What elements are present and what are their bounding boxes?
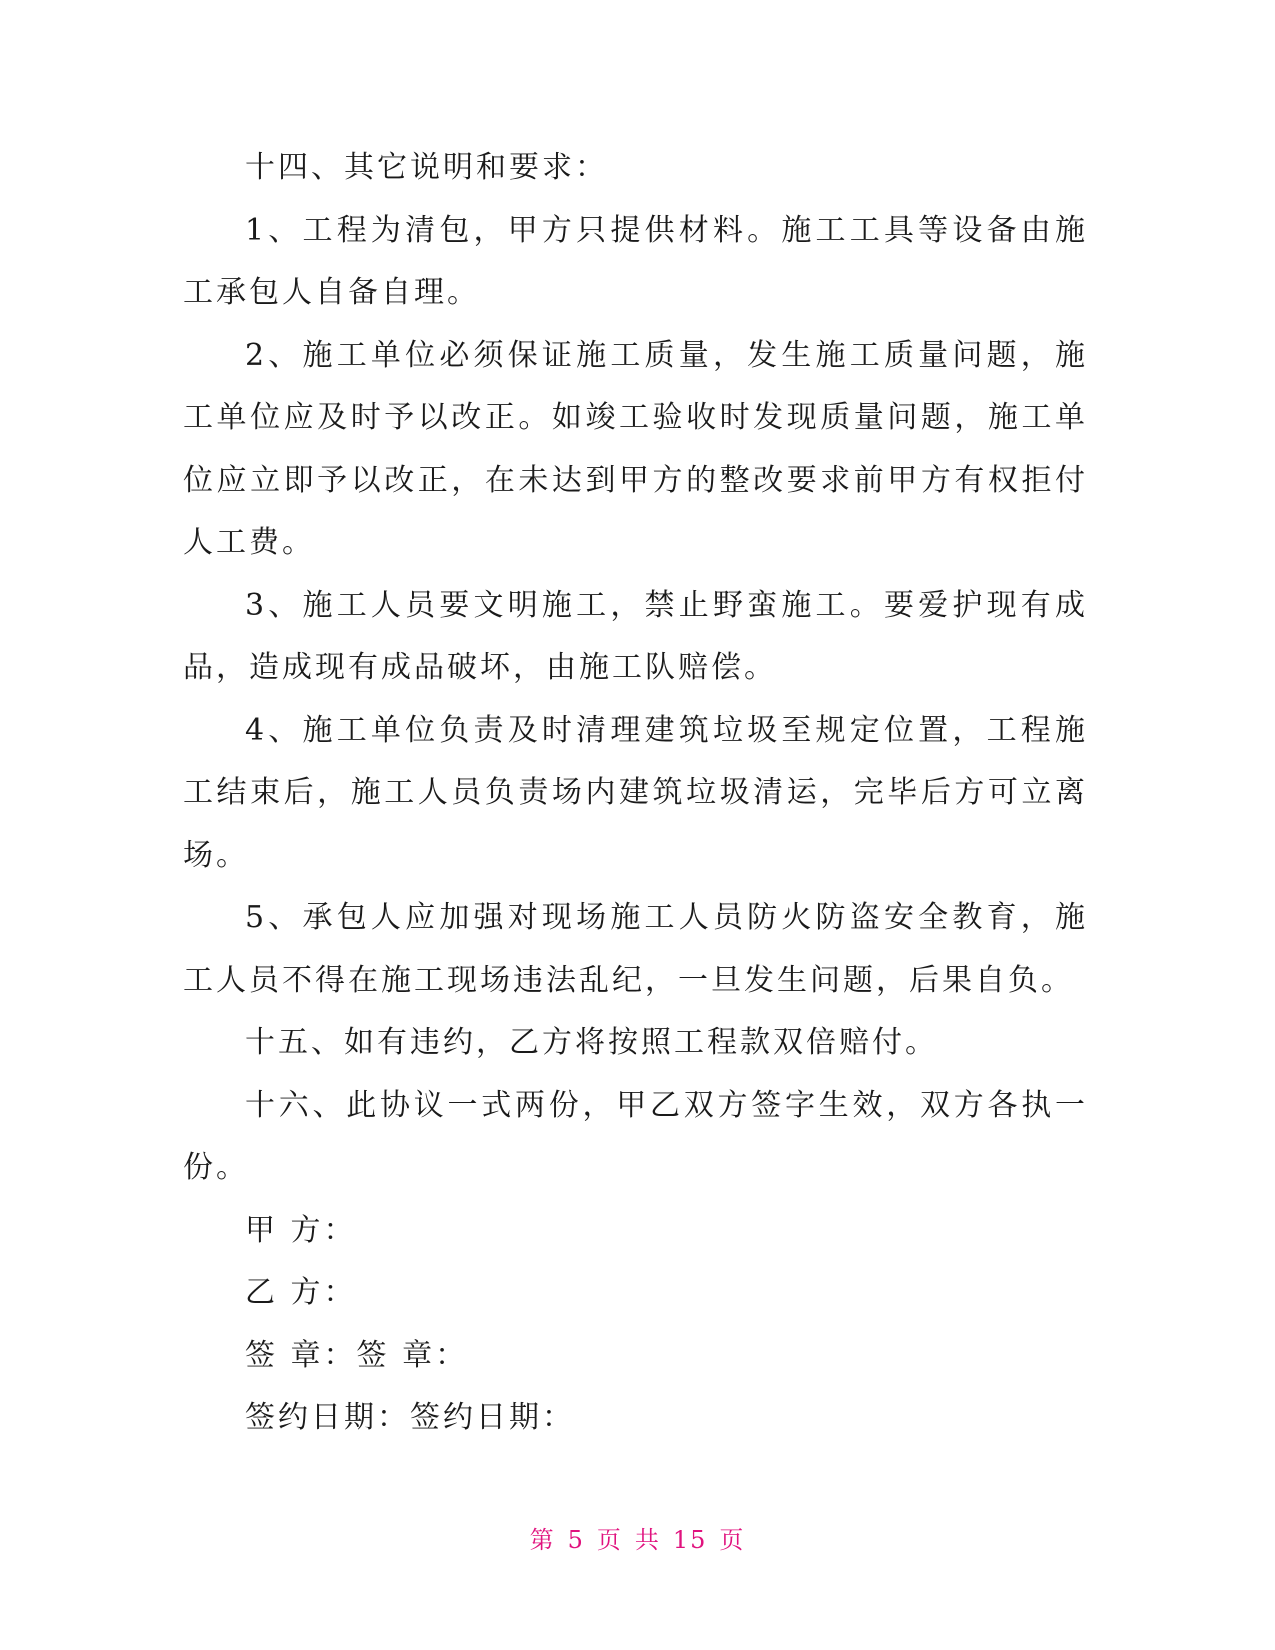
signature-party-b: 乙 方：	[245, 1275, 357, 1310]
signature-date: 签约日期：签约日期：	[245, 1400, 575, 1435]
document-body	[183, 137, 1088, 1450]
footer-page-label: 页	[596, 1526, 623, 1554]
section-16: 十六、此协议一式两份，甲乙双方签字生效，双方各执一份。	[183, 1087, 1088, 1185]
section-14-heading: 十四、其它说明和要求：	[245, 150, 608, 185]
clause-5: 5、承包人应加强对现场施工人员防火防盗安全教育，施工人员不得在施工现场违法乱纪，一旦发生问题，后果自负。	[183, 900, 1088, 998]
clause-4: 4、施工单位负责及时清理建筑垃圾至规定位置，工程施工结束后，施工人员负责场内建筑垃圾清运，完毕后方可立离场。	[183, 712, 1088, 873]
footer-prefix: 第	[529, 1526, 556, 1554]
footer-total-label: 共	[634, 1526, 661, 1554]
footer-current-page: 5	[567, 1526, 585, 1554]
section-15: 十五、如有违约，乙方将按照工程款双倍赔付。	[245, 1025, 938, 1060]
signature-party-a: 甲 方：	[245, 1212, 357, 1248]
footer-total-pages: 15	[672, 1526, 708, 1554]
clause-1: 1、工程为清包，甲方只提供材料。施工工具等设备由施工承包人自备自理。	[183, 212, 1088, 310]
clause-3: 3、施工人员要文明施工，禁止野蛮施工。要爱护现有成品，造成现有成品破坏，由施工队赔偿。	[183, 587, 1088, 685]
footer-suffix: 页	[719, 1526, 746, 1554]
clause-2: 2、施工单位必须保证施工质量，发生施工质量问题，施工单位应及时予以改正。如竣工验收时发现质量问题，施工单位应立即予以改正，在未达到甲方的整改要求前甲方有权拒付人工费。	[183, 337, 1088, 560]
signature-seal: 签 章：签 章：	[245, 1337, 469, 1373]
page-footer	[0, 1520, 1275, 1555]
